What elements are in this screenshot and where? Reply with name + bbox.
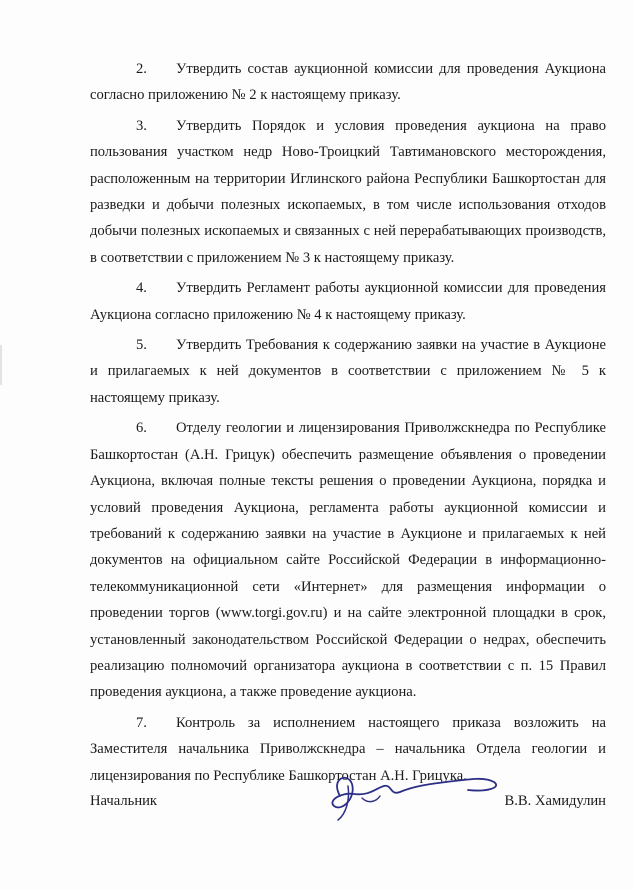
paragraph-text: Утвердить Требования к содержанию заявки на участие в Аукционе и прилагаемых к ней документов в соответствии с приложением № 5 к настоящему приказу. bbox=[90, 337, 606, 406]
signatory-name: В.В. Хамидулин bbox=[504, 793, 606, 809]
paragraph-text: Отделу геологии и лицензирования Приволжскнедра по Республике Башкортостан (А.Н. Грицук) обеспечить размещение объявления о проведении Аукциона, включая полные тексты решения о проведении Аукциона, порядка и условий проведения Аукциона, регламента работы аукционной комиссии и требований к содержанию заявки на участие в Аукционе и прилагаемых к ней документов на официальном сайте Российской Федерации в информационно-телекоммуникационной сети «Интернет» для размещения информации о проведении торгов (www.torgi.gov.ru) и на сайте электронной площадки в срок, установленный законодательством Российской Федерации о недрах, обеспечить реализацию полномочий организатора аукциона в соответствии с п. 15 Правил проведения аукциона, а также проведение аукциона. bbox=[90, 420, 606, 701]
paragraph-text: Утвердить Порядок и условия проведения аукциона на право пользования участком недр Ново-Троицкий Тавтимановского месторождения, расположенным на территории Иглинского района Республики Башкортостан для разведки и добычи полезных ископаемых, в том числе использования отходов добычи полезных ископаемых и связанных с ней перерабатывающих производств, в соответствии с приложением № 3 к настоящему приказу. bbox=[90, 117, 606, 266]
paragraph-number: 4. bbox=[136, 280, 147, 297]
document-body bbox=[90, 56, 606, 793]
paragraph-5 bbox=[90, 332, 606, 411]
paragraph-number: 7. bbox=[136, 714, 147, 731]
paragraph-number: 2. bbox=[136, 61, 147, 77]
paragraph-4 bbox=[90, 275, 606, 328]
paragraph-number: 3. bbox=[136, 117, 147, 134]
paragraph-2 bbox=[90, 56, 606, 109]
paragraph-6 bbox=[90, 415, 606, 705]
paragraph-number: 5. bbox=[136, 337, 147, 354]
paragraph-text: Утвердить состав аукционной комиссии для проведения Аукциона согласно приложению № 2 к настоящему приказу. bbox=[90, 61, 606, 104]
scan-edge-mark bbox=[0, 345, 2, 385]
signature-block bbox=[90, 793, 606, 815]
paragraph-number: 6. bbox=[136, 420, 147, 437]
paragraph-text: Утвердить Регламент работы аукционной комиссии для проведения Аукциона согласно приложению № 4 к настоящему приказу. bbox=[90, 280, 606, 323]
paragraph-3 bbox=[90, 113, 606, 271]
paragraph-text: Контроль за исполнением настоящего приказа возложить на Заместителя начальника Приволжскнедра – начальника Отдела геологии и лицензирования по Республике Башкортостан А.Н. Грицука. bbox=[90, 714, 606, 784]
signatory-title: Начальник bbox=[90, 793, 158, 809]
